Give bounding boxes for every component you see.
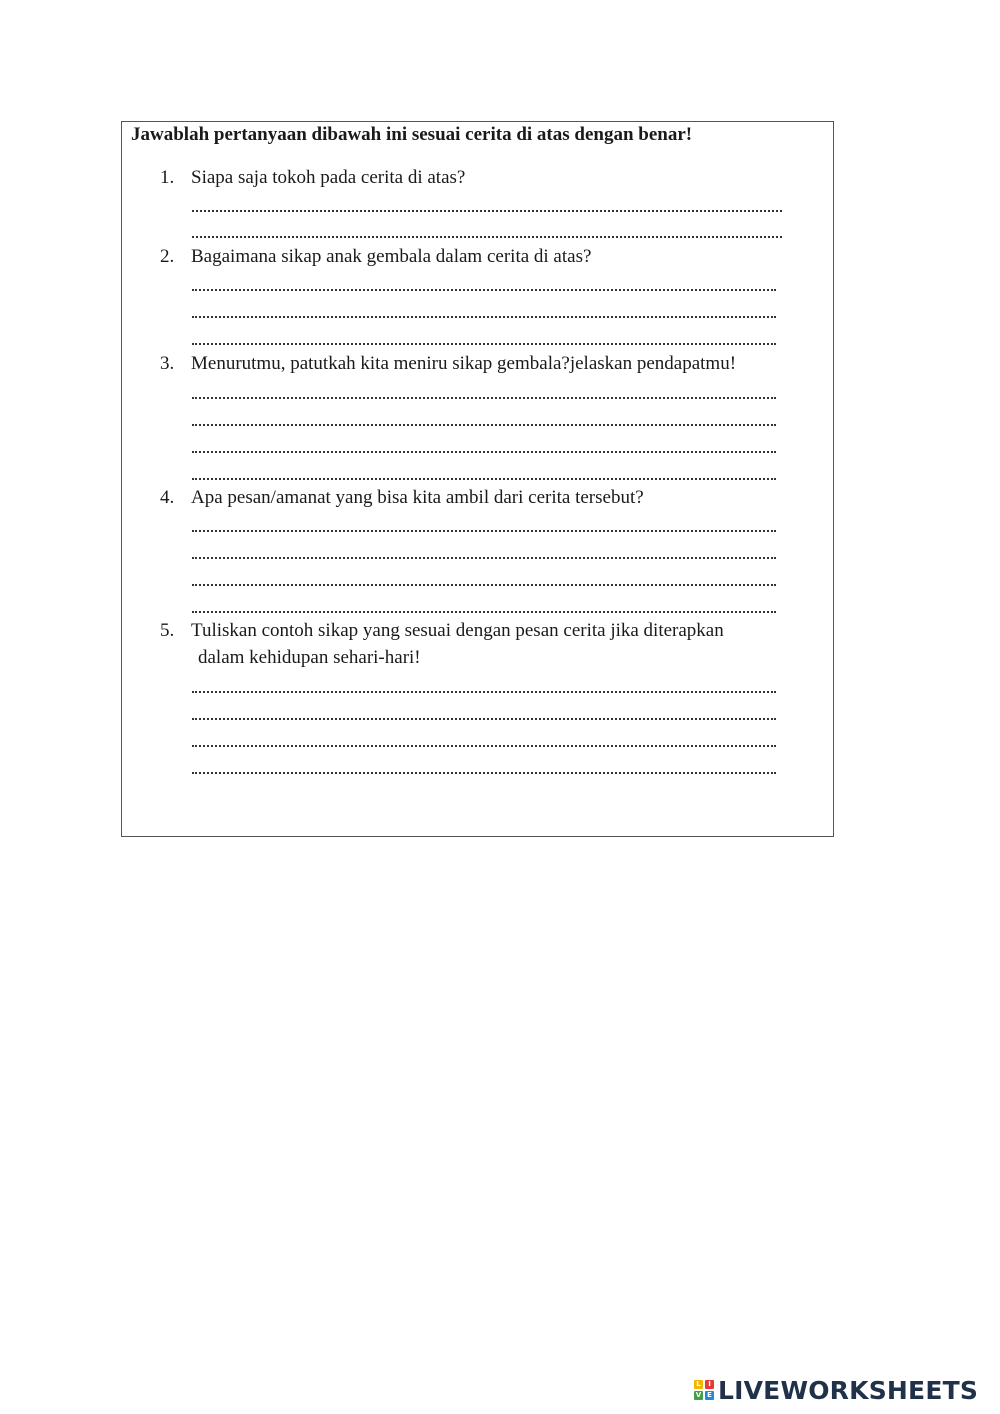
question-text: Menurutmu, patutkah kita meniru sikap gembala?jelaskan pendapatmu!	[191, 353, 737, 374]
instruction-heading: Jawablah pertanyaan dibawah ini sesuai cerita di atas dengan benar!	[131, 124, 693, 145]
question-1	[160, 167, 465, 189]
logo-letter-l: L	[694, 1380, 703, 1389]
question-number: 5.	[160, 620, 175, 641]
answer-line[interactable]	[192, 316, 776, 318]
worksheet-box	[121, 121, 834, 837]
question-number: 1.	[160, 167, 175, 188]
question-4	[160, 487, 644, 509]
answer-line[interactable]	[192, 236, 782, 238]
answer-line[interactable]	[192, 343, 776, 345]
question-number: 3.	[160, 353, 175, 374]
liveworksheets-logo	[694, 1374, 978, 1406]
question-number: 2.	[160, 246, 175, 267]
logo-text: LIVEWORKSHEETS	[718, 1375, 979, 1405]
answer-line[interactable]	[192, 210, 782, 212]
question-3	[160, 353, 736, 375]
answer-line[interactable]	[192, 772, 776, 774]
question-5-continuation: dalam kehidupan sehari-hari!	[198, 647, 421, 668]
question-number: 4.	[160, 487, 175, 508]
logo-letter-i: I	[705, 1380, 714, 1389]
question-5	[160, 620, 724, 642]
answer-line[interactable]	[192, 289, 776, 291]
answer-line[interactable]	[192, 424, 776, 426]
answer-line[interactable]	[192, 584, 776, 586]
question-2	[160, 246, 591, 268]
logo-letter-v: V	[695, 1391, 702, 1399]
question-text: Apa pesan/amanat yang bisa kita ambil dari cerita tersebut?	[191, 487, 644, 508]
answer-line[interactable]	[192, 611, 776, 613]
answer-line[interactable]	[192, 745, 776, 747]
answer-line[interactable]	[192, 451, 776, 453]
answer-line[interactable]	[192, 718, 776, 720]
answer-line[interactable]	[192, 557, 776, 559]
answer-line[interactable]	[192, 691, 776, 693]
logo-mark-icon	[694, 1380, 714, 1400]
answer-line[interactable]	[192, 397, 776, 399]
logo-letter-e: E	[705, 1391, 714, 1400]
question-text: Bagaimana sikap anak gembala dalam cerita di atas?	[191, 246, 592, 267]
answer-line[interactable]	[192, 478, 776, 480]
answer-line[interactable]	[192, 530, 776, 532]
question-text: Tuliskan contoh sikap yang sesuai dengan pesan cerita jika diterapkan	[191, 620, 724, 641]
question-text: Siapa saja tokoh pada cerita di atas?	[191, 167, 466, 188]
